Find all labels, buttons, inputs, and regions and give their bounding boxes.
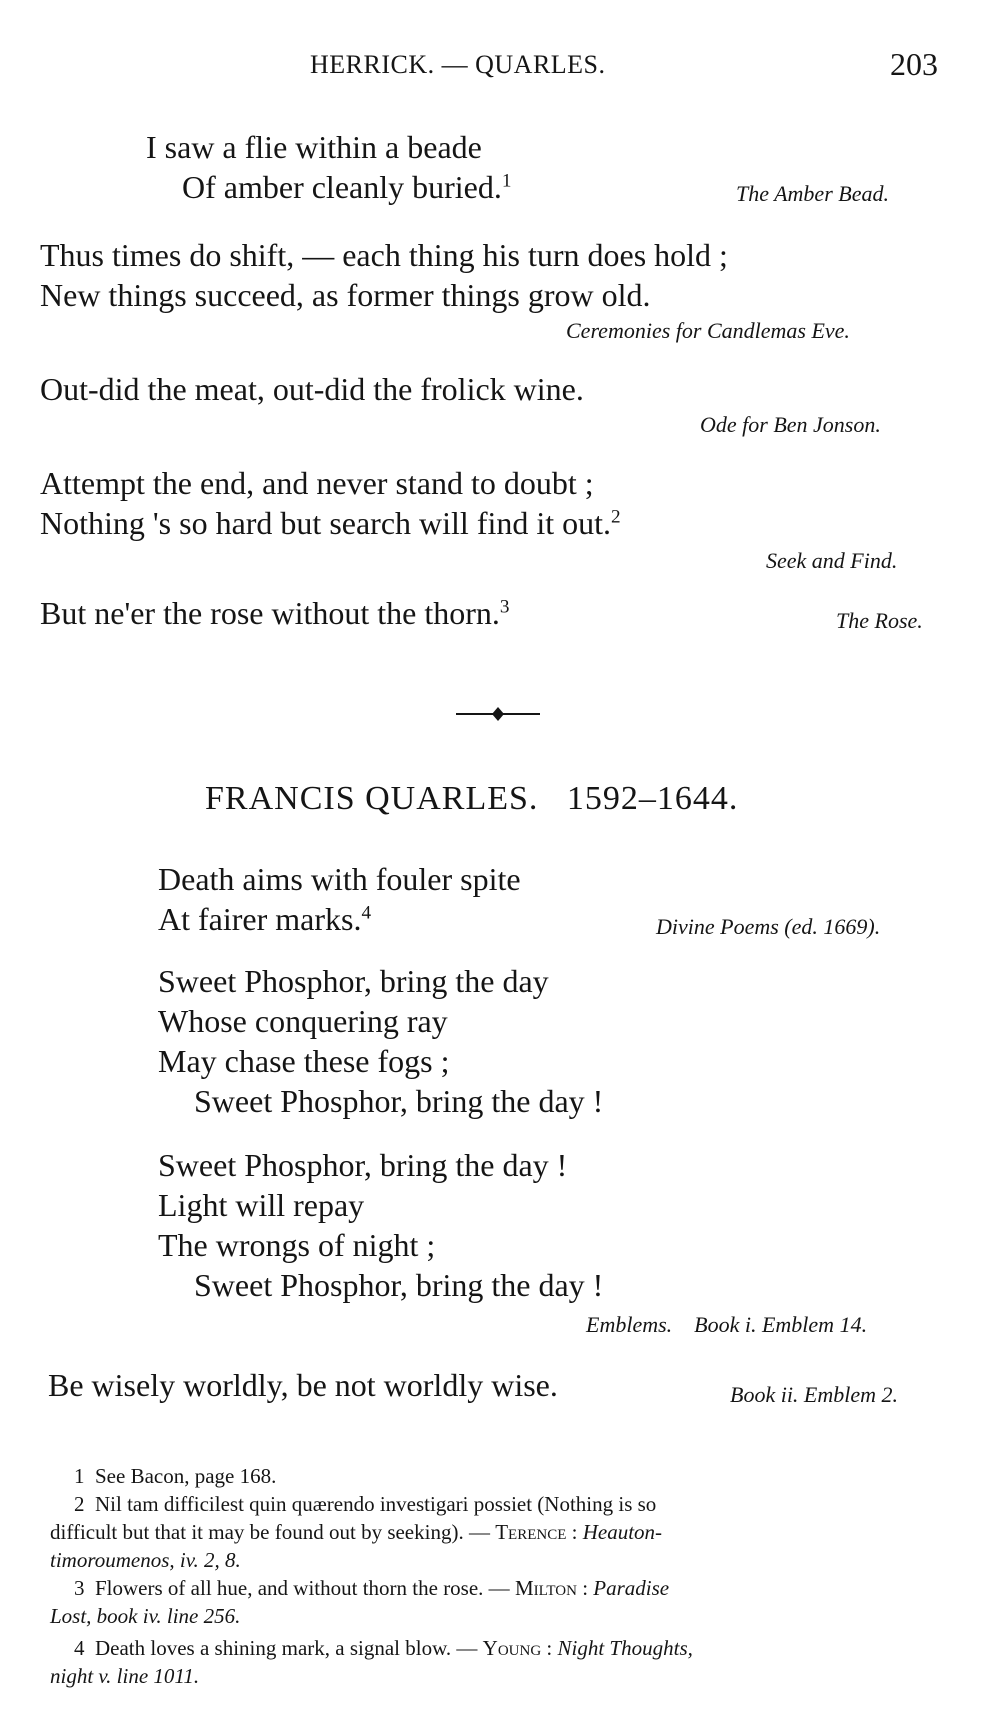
footnote-cont: night v. line 1011. xyxy=(50,1664,200,1688)
poem-line: Sweet Phosphor, bring the day ! xyxy=(194,1267,604,1303)
quote-source: The Rose. xyxy=(836,608,923,633)
quote-source: The Amber Bead. xyxy=(736,181,889,206)
page-number: 203 xyxy=(890,46,938,82)
running-header: HERRICK. — QUARLES. xyxy=(310,50,606,79)
footnote-ref: 1 xyxy=(501,170,512,192)
poem-line: Sweet Phosphor, bring the day ! xyxy=(158,1147,568,1183)
quote-line: At fairer marks.$^4$ xyxy=(158,901,372,937)
footnote-ref: 2 xyxy=(611,506,621,528)
quote-line: Attempt the end, and never stand to doubt ; xyxy=(40,465,594,501)
footnote-ref: 3 xyxy=(499,596,510,618)
footnote-cont: difficult but that it may be found out by seeking). — Terence : Heauton- xyxy=(50,1520,663,1544)
poem-line: Light will repay xyxy=(158,1187,365,1223)
footnote: 3 Flowers of all hue, and without thorn the rose. — Milton : Paradise xyxy=(74,1576,670,1600)
quote-line: But ne'er the rose without the thorn.$^3$ xyxy=(40,595,510,631)
quote-line: Of amber cleanly buried.$^1$ xyxy=(182,169,512,205)
section-title: FRANCIS QUARLES. 1592–1644. xyxy=(205,780,739,817)
poem-line: Sweet Phosphor, bring the day ! xyxy=(194,1083,604,1119)
poem-line: The wrongs of night ; xyxy=(158,1227,436,1263)
poem-line: Whose conquering ray xyxy=(158,1003,448,1039)
footnote-cont: timoroumenos, iv. 2, 8. xyxy=(50,1548,241,1572)
quote-source: Book ii. Emblem 2. xyxy=(730,1382,899,1407)
poem-line: May chase these fogs ; xyxy=(158,1043,450,1079)
quote-line: New things succeed, as former things grow old. xyxy=(40,277,651,313)
footnote-ref: 4 xyxy=(361,902,372,924)
quote-source: Seek and Find. xyxy=(766,548,898,573)
footnote: 1 See Bacon, page 168. xyxy=(74,1464,277,1488)
quote-source: Divine Poems (ed. 1669). xyxy=(656,914,881,939)
quote-line: Thus times do shift, — each thing his turn does hold ; xyxy=(40,237,728,273)
quote-source: Ceremonies for Candlemas Eve. xyxy=(566,318,850,343)
quote-source: Ode for Ben Jonson. xyxy=(700,412,881,437)
quote-source: Emblems. Book i. Emblem 14. xyxy=(586,1312,868,1337)
quote-line: Death aims with fouler spite xyxy=(158,861,521,897)
footnote: 4 Death loves a shining mark, a signal blow. — Young : Night Thoughts, xyxy=(74,1636,693,1660)
poem-line: Sweet Phosphor, bring the day xyxy=(158,963,549,999)
footnote-cont: Lost, book iv. line 256. xyxy=(50,1604,241,1628)
quote-line: Be wisely worldly, be not worldly wise. xyxy=(48,1367,558,1403)
footnote: 2 Nil tam difficilest quin quærendo investigari possiet (Nothing is so xyxy=(74,1492,657,1516)
section-dates: 1592–1644. xyxy=(566,780,739,817)
quote-line: Out-did the meat, out-did the frolick wine. xyxy=(40,371,584,407)
quote-line: Nothing 's so hard but search will find it out.$^2$ xyxy=(40,505,621,541)
ornament-divider xyxy=(448,704,548,724)
quote-line: I saw a flie within a beade xyxy=(146,129,482,165)
